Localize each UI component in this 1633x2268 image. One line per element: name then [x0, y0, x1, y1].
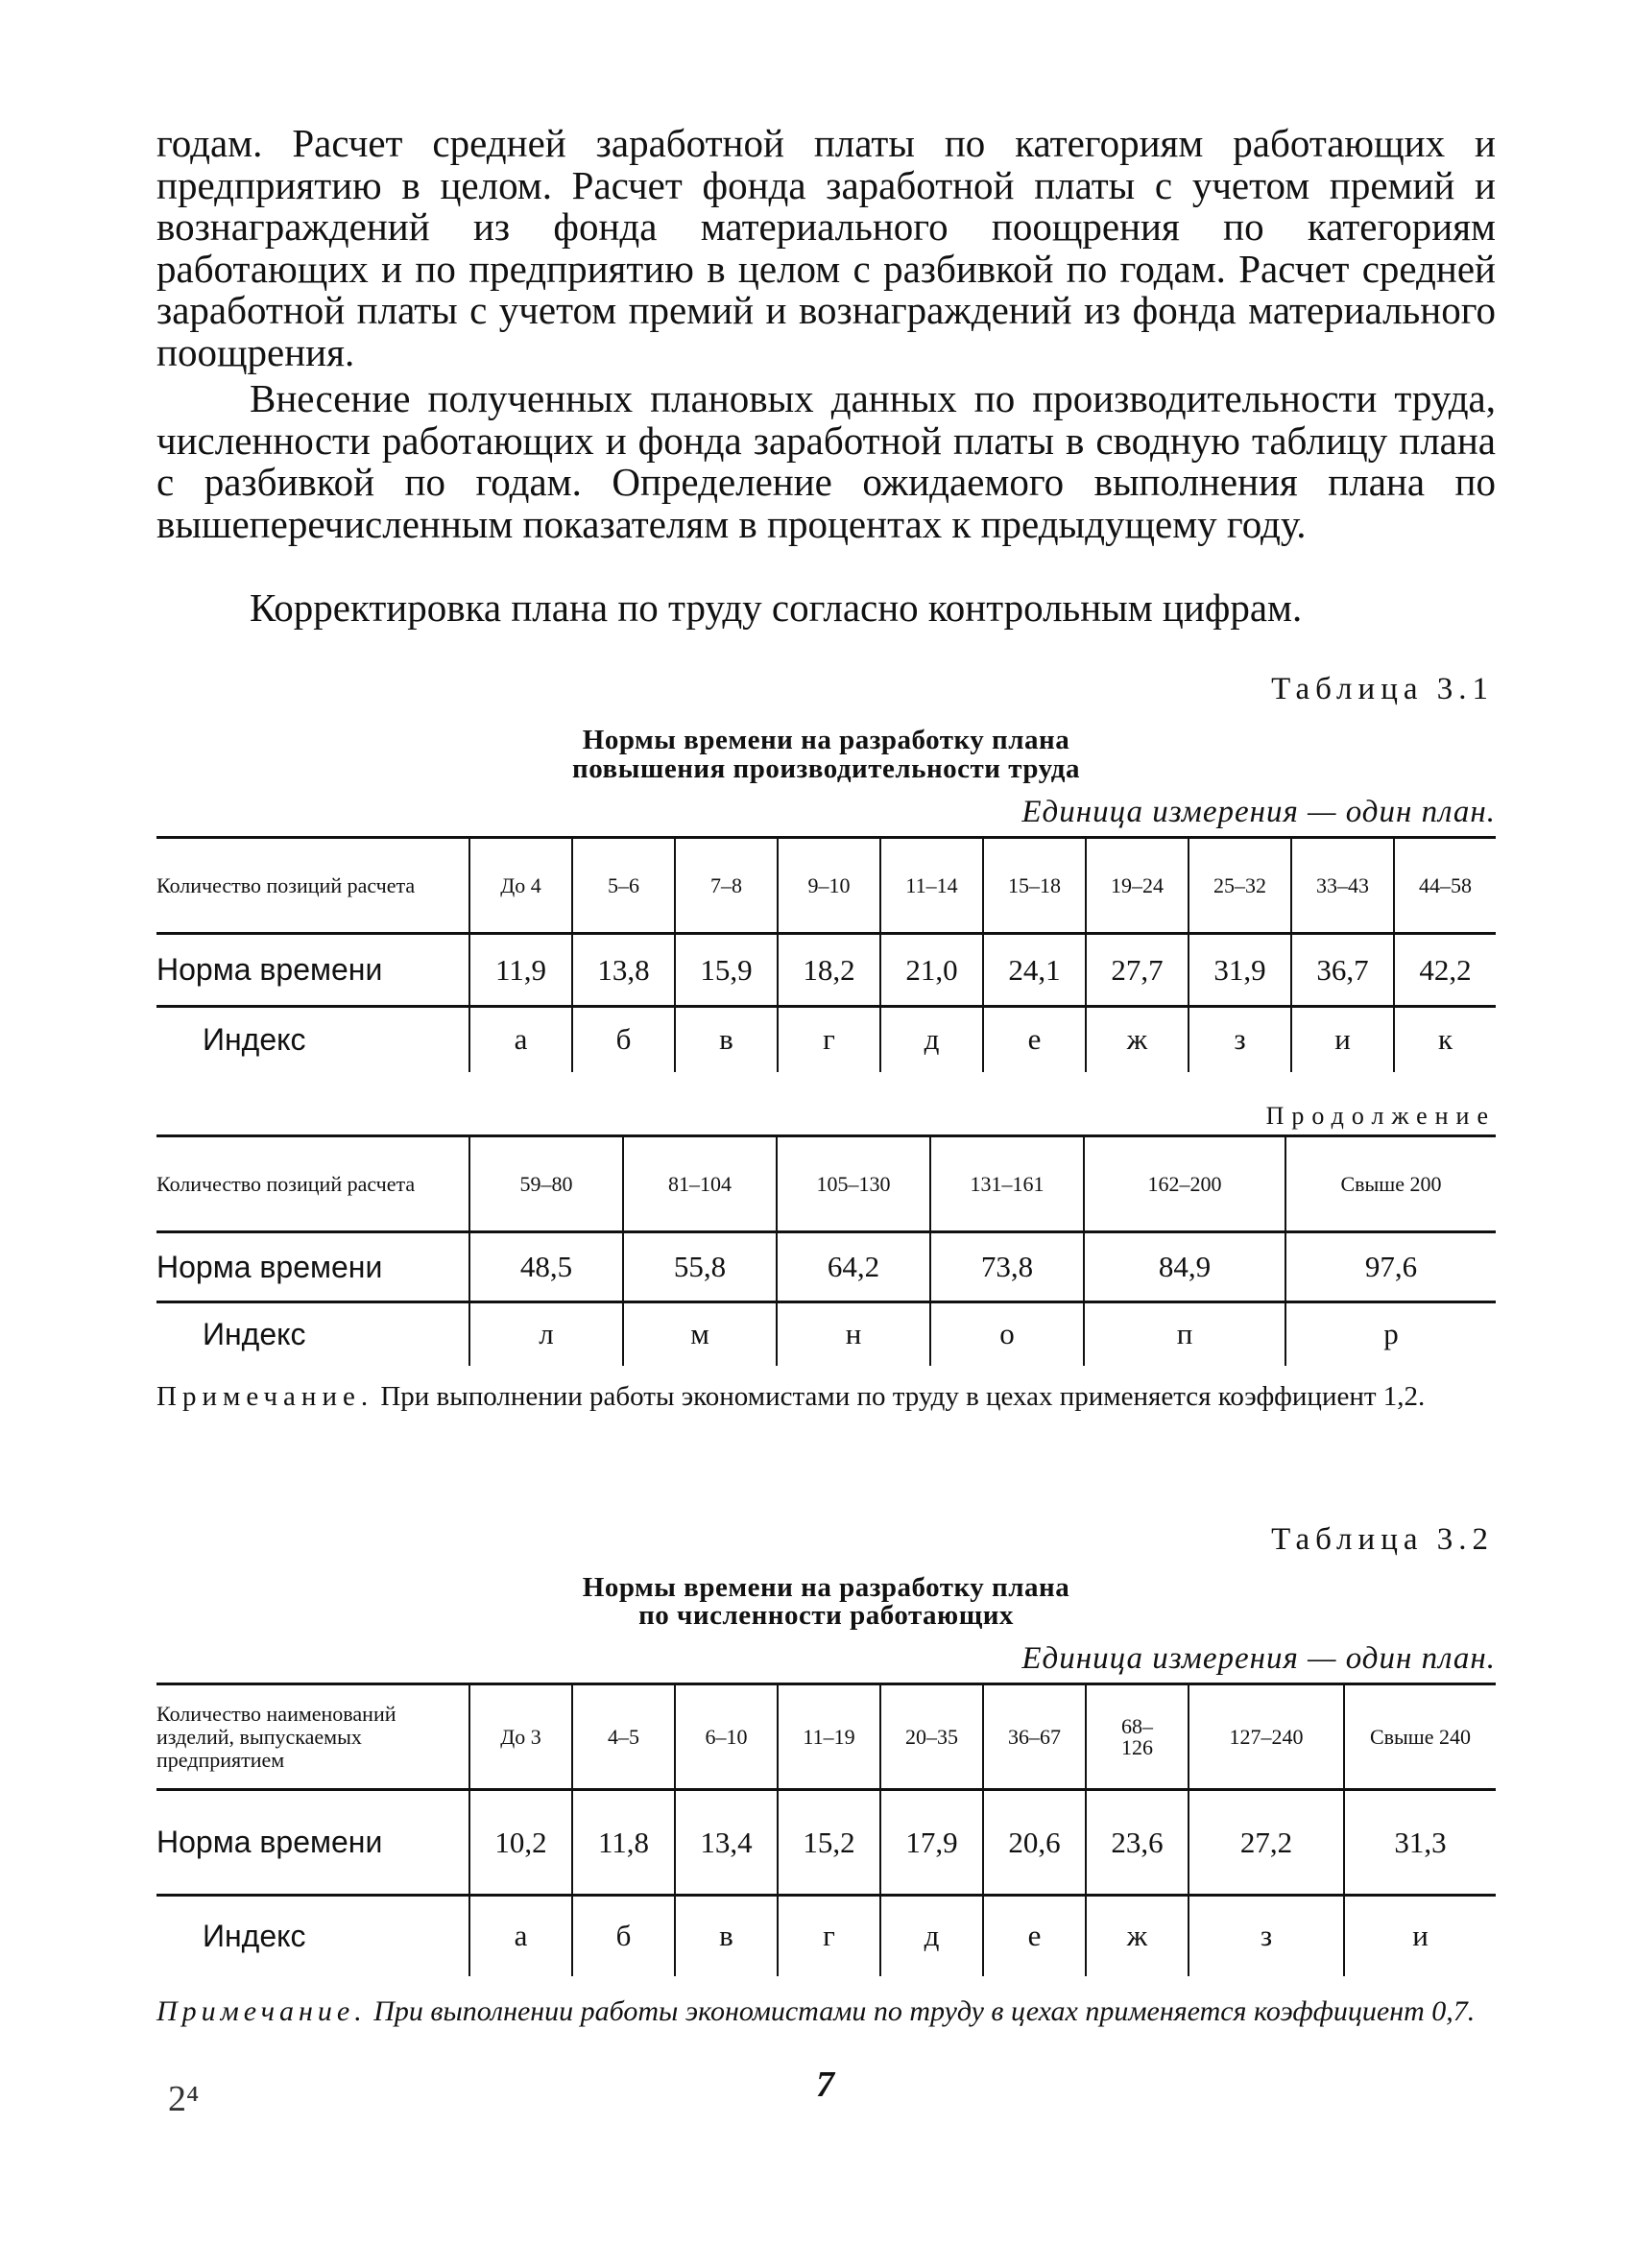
- row-header-norm: Норма времени: [156, 1232, 469, 1302]
- range-cell: 4–5: [572, 1684, 675, 1790]
- range-cell: 15–18: [983, 838, 1086, 934]
- table-1-part-1: [156, 836, 1496, 1072]
- range-cell: 59–80: [469, 1136, 623, 1232]
- norm-cell: 20,6: [983, 1790, 1086, 1896]
- range-cell: 131–161: [930, 1136, 1084, 1232]
- range-cell: Свыше 200: [1285, 1136, 1496, 1232]
- range-cell: 105–130: [777, 1136, 930, 1232]
- range-cell: 36–67: [983, 1684, 1086, 1790]
- range-cell: 162–200: [1084, 1136, 1285, 1232]
- norm-cell: 11,9: [469, 934, 572, 1007]
- norm-cell: 24,1: [983, 934, 1086, 1007]
- table-2-title-line-2: по численности работающих: [638, 1600, 1014, 1631]
- row-header-positions: Количество позиций расчета: [156, 838, 469, 934]
- norm-cell: 42,2: [1394, 934, 1496, 1007]
- norm-cell: 15,2: [778, 1790, 880, 1896]
- norm-cell: 17,9: [880, 1790, 983, 1896]
- index-cell: д: [880, 1007, 983, 1072]
- index-cell: н: [777, 1302, 930, 1366]
- table-1-cont-header-row: [156, 1136, 1496, 1232]
- range-cell: 33–43: [1291, 838, 1394, 934]
- range-cell: 6–10: [675, 1684, 778, 1790]
- range-cell: 127–240: [1189, 1684, 1344, 1790]
- table-1-cont-norm-row: [156, 1232, 1496, 1302]
- index-cell: и: [1291, 1007, 1394, 1072]
- signature-mark: 2⁴: [168, 2079, 200, 2119]
- row-header-norm: Норма времени: [156, 1790, 469, 1896]
- table-2-note-text: При выполнении работы экономистами по труду в цехах применяется коэффициент 0,7.: [373, 1995, 1476, 2027]
- range-cell: Свыше 240: [1344, 1684, 1496, 1790]
- norm-cell: 97,6: [1285, 1232, 1496, 1302]
- norm-cell: 11,8: [572, 1790, 675, 1896]
- row-header-norm: Норма времени: [156, 934, 469, 1007]
- row-header-items: Количество наименований изделий, выпускаемых предприятием: [156, 1684, 469, 1790]
- norm-cell: 13,4: [675, 1790, 778, 1896]
- paragraph-1: годам. Расчет средней заработной платы по категориям работающих и предприятию в целом. Расчет фонда заработной платы с учетом премий и вознаграждений из фонда материального поощрения по категориям работающих и по предприятию в целом с разбивкой по годам. Расчет средней заработной платы с учетом премий и вознаграждений из фонда материального поощрения.: [156, 121, 1496, 374]
- norm-cell: 27,7: [1086, 934, 1189, 1007]
- row-header-index: Индекс: [203, 1021, 306, 1057]
- norm-cell: 36,7: [1291, 934, 1394, 1007]
- norm-cell: 55,8: [623, 1232, 777, 1302]
- index-cell: ж: [1086, 1896, 1189, 1976]
- norm-cell: 73,8: [930, 1232, 1084, 1302]
- range-cell: 68–126: [1086, 1684, 1189, 1790]
- index-cell: г: [778, 1007, 880, 1072]
- index-cell: ж: [1086, 1007, 1189, 1072]
- table-2-index-row: [156, 1896, 1496, 1976]
- norm-cell: 18,2: [778, 934, 880, 1007]
- range-cell: 5–6: [572, 838, 675, 934]
- table-1-label: Таблица 3.1: [1271, 672, 1494, 706]
- table-2-header-row: [156, 1684, 1496, 1790]
- page-number: 7: [816, 2065, 834, 2105]
- norm-cell: 10,2: [469, 1790, 572, 1896]
- range-cell: 20–35: [880, 1684, 983, 1790]
- table-1-title-line-2: повышения производительности труда: [572, 753, 1080, 784]
- range-cell: 44–58: [1394, 838, 1496, 934]
- index-cell: з: [1189, 1007, 1291, 1072]
- row-header-index: Индекс: [203, 1918, 306, 1953]
- norm-cell: 31,3: [1344, 1790, 1496, 1896]
- index-cell: л: [469, 1302, 623, 1366]
- row-header-index: Индекс: [203, 1316, 306, 1351]
- table-1-norm-row: [156, 934, 1496, 1007]
- index-cell: к: [1394, 1007, 1496, 1072]
- index-cell: м: [623, 1302, 777, 1366]
- index-cell: д: [880, 1896, 983, 1976]
- norm-cell: 64,2: [777, 1232, 930, 1302]
- index-cell: з: [1189, 1896, 1344, 1976]
- norm-cell: 31,9: [1189, 934, 1291, 1007]
- table-2-norm-row: [156, 1790, 1496, 1896]
- paragraph-2: Внесение полученных плановых данных по производительности труда, численности работающих и фонда заработной платы в сводную таблицу плана с разбивкой по годам. Определение ожидаемого выполнения плана по вышеперечисленным показателям в процентах к предыдущему году.: [156, 376, 1496, 546]
- range-cell: До 3: [469, 1684, 572, 1790]
- paragraph-3: Корректировка плана по труду согласно контрольным цифрам.: [250, 585, 1303, 630]
- index-cell: е: [983, 1007, 1086, 1072]
- range-cell: 19–24: [1086, 838, 1189, 934]
- table-1-title-line-1: Нормы времени на разработку плана: [582, 725, 1070, 755]
- index-cell: е: [983, 1896, 1086, 1976]
- row-header-positions: Количество позиций расчета: [156, 1136, 469, 1232]
- table-1-part-2: [156, 1134, 1496, 1366]
- index-cell: а: [469, 1896, 572, 1976]
- table-2-unit: Единица измерения — один план.: [1021, 1641, 1496, 1676]
- table-1-index-row: [156, 1007, 1496, 1072]
- table-1-cont-index-row: [156, 1302, 1496, 1366]
- table-2-note: [156, 1996, 1496, 2026]
- index-cell: п: [1084, 1302, 1285, 1366]
- table-1-header-row: [156, 838, 1496, 934]
- norm-cell: 15,9: [675, 934, 778, 1007]
- range-cell: 25–32: [1189, 838, 1291, 934]
- index-cell: в: [675, 1896, 778, 1976]
- index-cell: о: [930, 1302, 1084, 1366]
- table-1-note: [156, 1382, 1496, 1411]
- table-1-note-lead: Примечание.: [156, 1381, 374, 1412]
- norm-cell: 27,2: [1189, 1790, 1344, 1896]
- index-cell: а: [469, 1007, 572, 1072]
- norm-cell: 13,8: [572, 934, 675, 1007]
- range-cell: 11–19: [778, 1684, 880, 1790]
- range-cell: 11–14: [880, 838, 983, 934]
- table-2: [156, 1683, 1496, 1976]
- range-cell: 9–10: [778, 838, 880, 934]
- index-cell: б: [572, 1007, 675, 1072]
- norm-cell: 84,9: [1084, 1232, 1285, 1302]
- norm-cell: 23,6: [1086, 1790, 1189, 1896]
- range-cell: 81–104: [623, 1136, 777, 1232]
- table-2-note-lead: Примечание.: [156, 1995, 367, 2027]
- index-cell: и: [1344, 1896, 1496, 1976]
- continuation-label: Продолжение: [1265, 1102, 1496, 1130]
- norm-cell: 48,5: [469, 1232, 623, 1302]
- norm-cell: 21,0: [880, 934, 983, 1007]
- table-1-note-text: При выполнении работы экономистами по труду в цехах применяется коэффициент 1,2.: [380, 1381, 1426, 1412]
- table-2-label: Таблица 3.2: [1271, 1522, 1494, 1557]
- table-1-unit: Единица измерения — один план.: [1021, 795, 1496, 829]
- index-cell: р: [1285, 1302, 1496, 1366]
- index-cell: г: [778, 1896, 880, 1976]
- range-cell: До 4: [469, 838, 572, 934]
- index-cell: в: [675, 1007, 778, 1072]
- index-cell: б: [572, 1896, 675, 1976]
- table-2-title-line-1: Нормы времени на разработку плана: [582, 1572, 1070, 1603]
- range-cell: 7–8: [675, 838, 778, 934]
